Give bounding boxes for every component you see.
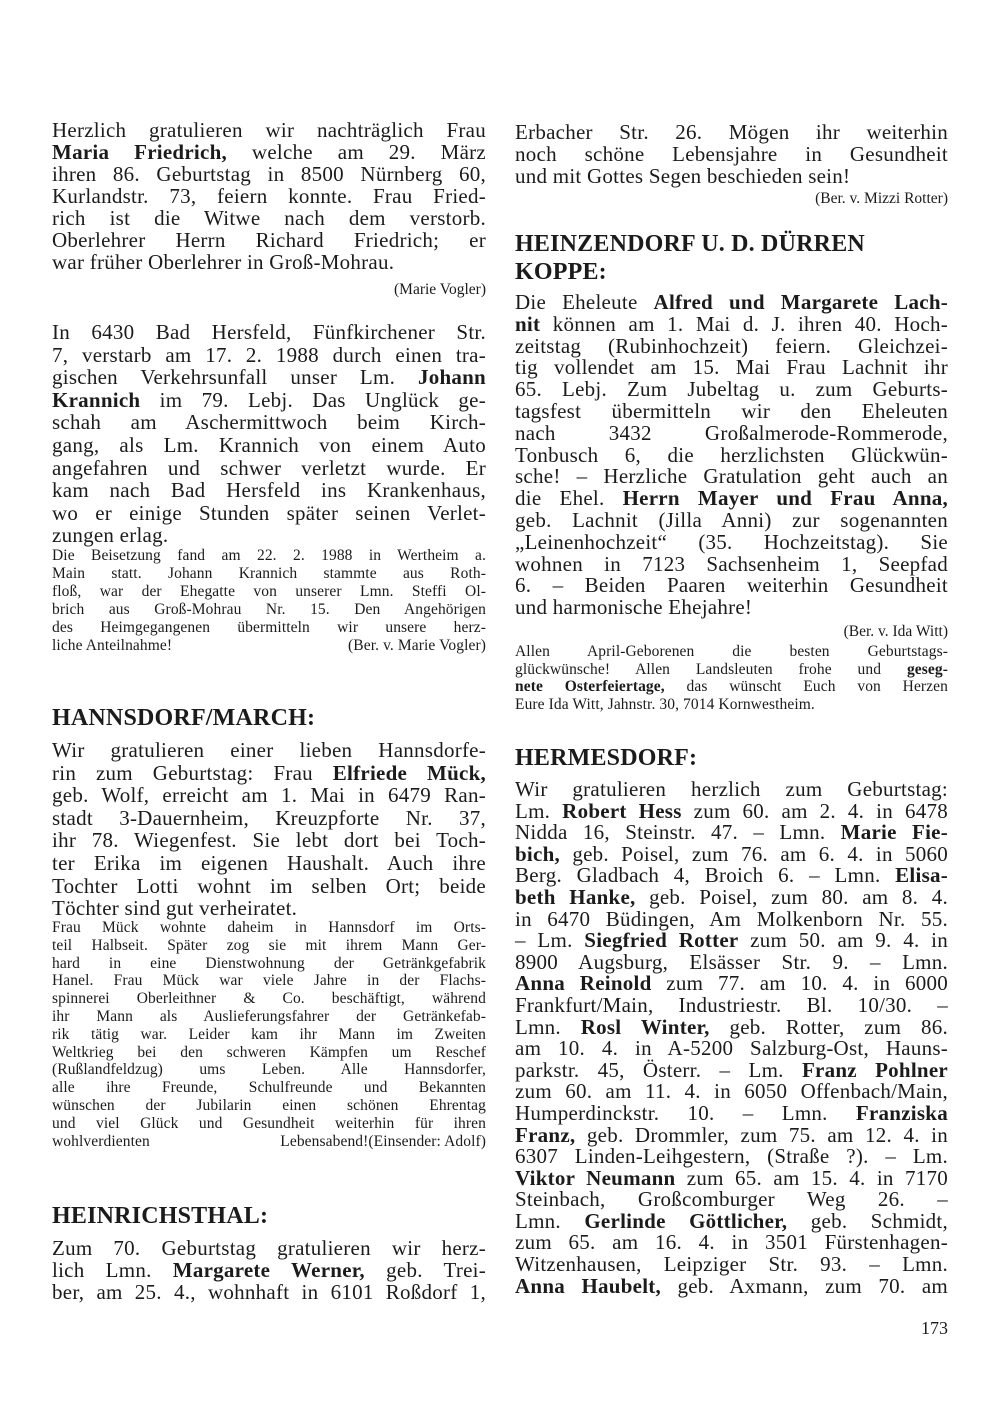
text-line xyxy=(52,389,486,412)
text-line xyxy=(52,502,486,525)
person-name: Marie Fie- xyxy=(840,820,948,845)
text-line xyxy=(515,1122,948,1147)
text-run: Töchter sind gut verheiratet. xyxy=(52,896,298,921)
text-line xyxy=(52,955,486,973)
text-line xyxy=(52,1079,486,1097)
text-run: Weltkrieg bei den schweren Kämpfen um Reschef xyxy=(52,1043,486,1061)
text-run: teil Halbseit. Später zog sie mit ihrem Mann Ger- xyxy=(52,936,486,954)
text-run: tig vollendet am 15. Mai Frau Lachnit ihr xyxy=(515,355,948,380)
person-name: Maria Friedrich, xyxy=(52,140,228,164)
left-section-heading xyxy=(52,1202,486,1230)
text-run: können am 1. Mai d. J. ihren 40. Hoch- xyxy=(540,311,948,336)
text-run: 6307 Linden-Leihgestern, (Straße ?). – Lm. xyxy=(515,1144,948,1169)
text-run: zum 50. am 9. 4. in xyxy=(738,928,948,953)
person-name: Elisa- xyxy=(895,863,948,888)
text-line xyxy=(52,1115,486,1133)
text-run: Oberlehrer Herrn Richard Friedrich; er xyxy=(52,228,486,252)
text-run: Berg. Gladbach 4, Broich 6. – Lmn. xyxy=(515,863,896,888)
text-line xyxy=(515,258,948,286)
person-name: Franz, xyxy=(515,1122,576,1147)
text-run: 7, verstarb am 17. 2. 1988 durch einen tra- xyxy=(52,342,486,367)
left-article-paragraph xyxy=(52,739,486,920)
text-line xyxy=(52,1044,486,1062)
text-run: war früher Oberlehrer in Groß-Mohrau. xyxy=(52,250,395,274)
text-line xyxy=(515,1038,948,1060)
left-article-paragraph xyxy=(52,321,486,547)
text-line xyxy=(515,1208,948,1233)
text-run: Frankfurt/Main, Industriestr. Bl. 10/30. – xyxy=(515,992,948,1017)
text-run: wohnen in 7123 Sachsenheim 1, Seepfad xyxy=(515,551,948,576)
text-line xyxy=(52,807,486,830)
text-line xyxy=(515,1189,948,1211)
text-run: Lmn. xyxy=(515,1208,585,1233)
text-run: wo er einige Stunden später seinen Verlet- xyxy=(52,500,486,525)
text-run: Steinbach, Großcomburger Weg 26. – xyxy=(515,1187,948,1212)
text-line xyxy=(52,829,486,852)
person-name: nete Osterfeiertage, xyxy=(515,678,665,696)
text-line xyxy=(515,488,948,510)
text-run: Eure Ida Witt, Jahnstr. 30, 7014 Kornwestheim. xyxy=(515,696,815,714)
text-line xyxy=(52,119,486,141)
text-line xyxy=(515,1232,948,1254)
text-line xyxy=(52,547,486,565)
text-run: und mit Gottes Segen beschieden sein! xyxy=(515,164,851,188)
text-line xyxy=(52,163,486,185)
text-run: Allen April-Geborenen die besten Geburtstags- xyxy=(515,643,948,660)
left-small-print-paragraph xyxy=(52,547,486,655)
text-line xyxy=(52,704,486,732)
text-line xyxy=(515,1273,948,1298)
text-run: geb. Poisel, zum 76. am 6. 4. in 5060 xyxy=(560,841,948,866)
person-name: Rosl Winter, xyxy=(580,1014,710,1039)
person-name: geseg- xyxy=(906,660,948,678)
text-line xyxy=(515,973,948,995)
text-line xyxy=(515,841,948,866)
text-run: Lmn. xyxy=(515,1014,581,1039)
text-run: HERMESDORF: xyxy=(515,745,698,771)
right-author-attribution xyxy=(515,623,948,641)
text-run: (Marie Vogler) xyxy=(394,281,486,298)
text-line xyxy=(515,949,948,974)
text-run: geb. Rotter, zum 86. xyxy=(709,1014,948,1039)
text-run: sche! – Herzliche Gratulation geht auch an xyxy=(515,464,948,489)
text-line xyxy=(52,1061,486,1079)
text-line xyxy=(52,434,486,457)
text-run: rin zum Geburtstag: Frau xyxy=(52,760,333,785)
person-name: Johann xyxy=(417,365,486,390)
text-line xyxy=(52,1133,486,1151)
text-run: ber, am 25. 4., wohnhaft in 6101 Roßdorf 1, xyxy=(52,1280,486,1304)
text-line xyxy=(52,1008,486,1026)
page-number: 173 xyxy=(921,1318,948,1338)
text-line xyxy=(52,739,486,762)
text-run: angefahren und schwer verletzt wurde. Er xyxy=(52,455,486,480)
text-line xyxy=(515,623,948,641)
text-run: schah am Aschermittwoch beim Kirch- xyxy=(52,410,486,435)
text-run: kam nach Bad Hersfeld ins Krankenhaus, xyxy=(52,478,486,503)
text-line xyxy=(52,229,486,251)
text-line xyxy=(515,230,948,258)
text-run: geb. Poisel, zum 80. am 8. 4. xyxy=(635,884,948,909)
person-name: Gerlinde Göttlicher, xyxy=(584,1208,788,1233)
text-run: (Ber. v. Ida Witt) xyxy=(843,623,948,640)
text-line xyxy=(52,897,486,920)
person-name: Herrn Mayer und Frau Anna, xyxy=(622,486,948,511)
text-line xyxy=(515,884,948,909)
text-run: alle ihre Freunde, Schulfreunde und Bekannten xyxy=(52,1079,486,1097)
text-line xyxy=(515,992,948,1017)
text-line xyxy=(52,479,486,502)
text-run: – Lm. xyxy=(515,928,585,953)
person-name: bich, xyxy=(515,841,561,866)
text-run: geb. Schmidt, xyxy=(787,1208,948,1233)
text-line xyxy=(515,311,948,336)
text-line xyxy=(52,281,486,299)
text-line xyxy=(515,1254,948,1276)
text-line xyxy=(515,379,948,401)
text-line xyxy=(52,1026,486,1044)
text-line xyxy=(52,1097,486,1115)
text-line xyxy=(515,1165,948,1190)
text-run: im 79. Lebj. Das Unglück ge- xyxy=(140,387,486,412)
text-run: Lm. xyxy=(515,798,563,823)
text-run: geb. Drommler, zum 75. am 12. 4. in xyxy=(575,1122,948,1147)
text-line xyxy=(515,744,948,772)
text-run: liche Anteilnahme! xyxy=(52,637,173,654)
right-article-paragraph xyxy=(515,292,948,619)
text-line xyxy=(515,575,948,597)
text-line xyxy=(52,919,486,937)
text-run: ihr Mann als Auslieferungsfahrer der Getränkefab- xyxy=(52,1007,486,1025)
text-line xyxy=(515,661,948,679)
text-run: wohlverdienten Lebensabend! xyxy=(52,1132,369,1150)
text-run: rik tätig war. Leider kam ihr Mann im Zweiten xyxy=(52,1025,486,1043)
left-section-heading xyxy=(52,704,486,732)
text-run: Main statt. Johann Krannich stammte aus Roth- xyxy=(52,565,486,582)
text-run: Frau Mück wohnte daheim in Hannsdorf im Orts- xyxy=(52,919,486,936)
text-run: zum 77. am 10. 4. in 6000 xyxy=(651,971,948,996)
text-line xyxy=(515,333,948,358)
text-run: glückwünsche! Allen Landsleuten frohe und xyxy=(515,660,907,678)
text-line xyxy=(52,852,486,875)
person-name: Siegfried Rotter xyxy=(584,928,739,953)
text-run: zum 60. am 11. 4. in 6050 Offenbach/Main, xyxy=(515,1079,948,1104)
text-line xyxy=(52,411,486,434)
text-line xyxy=(52,784,486,807)
text-run: Herzlich gratulieren wir nachträglich Frau xyxy=(52,118,486,142)
text-run: gang, als Lm. Krannich von einem Auto xyxy=(52,432,486,457)
text-run: des Heimgegangenen übermitteln wir unsere herz- xyxy=(52,619,486,636)
text-run: welche am 29. März xyxy=(227,140,486,164)
person-name: Franziska xyxy=(855,1100,948,1125)
text-run: zeitstag (Rubinhochzeit) feiern. Gleichzei- xyxy=(515,333,948,358)
text-run: floß, war der Ehegatte von unserer Lmn. Steffi Ol- xyxy=(52,583,486,600)
text-run: geb. Axmann, zum 70. am xyxy=(661,1273,948,1298)
person-name: Franz Pohlner xyxy=(801,1057,949,1082)
text-line xyxy=(52,1237,486,1259)
text-run: die Ehel. xyxy=(515,486,623,511)
text-line xyxy=(515,1057,949,1082)
text-run: 8900 Augsburg, Elsässer Str. 9. – Lmn. xyxy=(515,949,948,974)
text-run: lich Lmn. xyxy=(52,1258,173,1282)
text-run: parkstr. 45, Österr. – Lm. xyxy=(515,1057,802,1082)
person-name: beth Hanke, xyxy=(515,884,636,909)
text-run: KOPPE: xyxy=(515,259,607,285)
text-run: zum 65. am 16. 4. in 3501 Fürstenhagen- xyxy=(515,1230,948,1255)
text-line xyxy=(515,165,948,187)
author-attribution: (Ber. v. Marie Vogler) xyxy=(348,637,486,654)
text-run: Die Eheleute xyxy=(515,290,654,314)
person-name: Alfred und Margarete Lach- xyxy=(653,290,948,314)
text-run: Wir gratulieren einer lieben Hannsdorfe- xyxy=(52,738,486,762)
text-run: zum 65. am 15. 4. in 7170 xyxy=(675,1165,948,1190)
text-run: ihren 86. Geburtstag in 8500 Nürnberg 60, xyxy=(52,162,486,186)
text-line xyxy=(52,185,486,207)
text-run: zum 60. am 2. 4. in 6478 xyxy=(681,798,948,823)
text-run: (Rußlandfeldzug) ums Leben. Alle Hannsdorfer, xyxy=(52,1061,486,1079)
text-line xyxy=(515,292,948,314)
text-line xyxy=(515,1146,948,1168)
author-attribution: (Einsender: Adolf) xyxy=(368,1132,486,1150)
text-line xyxy=(52,875,486,898)
text-run: Humperdinckstr. 10. – Lmn. xyxy=(515,1100,856,1125)
text-run: Kurlandstr. 73, feiern konnte. Frau Fried- xyxy=(52,184,486,208)
text-line xyxy=(52,583,486,601)
text-line xyxy=(52,601,486,619)
text-line xyxy=(52,457,486,480)
text-line xyxy=(515,1081,948,1103)
text-line xyxy=(515,798,948,823)
text-run: zungen erlag. xyxy=(52,523,169,548)
text-line xyxy=(52,251,486,273)
left-article-paragraph xyxy=(52,1237,486,1303)
right-article-paragraph xyxy=(515,779,948,1297)
person-name: Anna Reinold xyxy=(515,971,652,996)
text-line xyxy=(515,190,948,208)
text-line xyxy=(515,906,948,931)
text-line xyxy=(52,972,486,990)
text-line xyxy=(515,865,948,887)
text-line xyxy=(515,529,948,554)
text-line xyxy=(52,637,486,655)
left-author-attribution xyxy=(52,281,486,299)
text-run: Die Beisetzung fand am 22. 2. 1988 in Wertheim a. xyxy=(52,547,486,564)
text-line xyxy=(515,143,948,165)
text-line xyxy=(515,678,948,696)
text-run: ter Erika im eigenen Haushalt. Auch ihre xyxy=(52,850,486,875)
text-run: Erbacher Str. 26. Mögen ihr weiterhin xyxy=(515,120,948,144)
text-run: in 6470 Büdingen, Am Molkenborn Nr. 55. xyxy=(515,906,948,931)
text-line xyxy=(515,1100,948,1125)
text-run: HEINZENDORF U. D. DÜRREN xyxy=(515,231,865,257)
text-run: ihr 78. Wiegenfest. Sie lebt dort bei Toch- xyxy=(52,828,486,853)
text-run: HANNSDORF/MARCH: xyxy=(52,705,316,731)
text-line xyxy=(52,565,486,583)
text-run: Tonbusch 6, die herzlichsten Glückwün- xyxy=(515,442,948,467)
text-run: am 10. 4. in A-5200 Salzburg-Ost, Hauns- xyxy=(515,1036,948,1061)
text-run: geb. Wolf, erreicht am 1. Mai in 6479 Ran- xyxy=(52,783,486,808)
text-line xyxy=(515,779,948,801)
text-line xyxy=(515,1014,948,1039)
text-run: brich aus Groß-Mohrau Nr. 15. Den Angehörigen xyxy=(52,601,486,618)
text-line xyxy=(515,357,948,379)
text-line xyxy=(515,597,948,619)
person-name: Krannich xyxy=(52,387,141,412)
text-line xyxy=(515,643,948,661)
text-run: geb. Trei- xyxy=(364,1258,486,1282)
text-run: 6. – Beiden Paaren weiterhin Gesundheit xyxy=(515,573,948,598)
text-run: geb. Lachnit (Jilla Anni) zur sogenannten xyxy=(515,507,948,532)
text-line xyxy=(52,321,486,344)
person-name: Elfriede Mück, xyxy=(332,760,487,785)
right-section-heading xyxy=(515,744,948,772)
text-run: das wünscht Euch von Herzen xyxy=(664,678,948,696)
text-line xyxy=(52,1259,486,1281)
text-run: nach 3432 Großalmerode-Rommerode, xyxy=(515,420,948,445)
text-run: rich ist die Witwe nach dem verstorb. xyxy=(52,206,486,230)
text-line xyxy=(52,762,486,785)
text-run: gischen Verkehrsunfall unser Lm. xyxy=(52,365,418,390)
right-article-paragraph xyxy=(515,121,948,187)
text-run: noch schöne Lebensjahre in Gesundheit xyxy=(515,142,948,166)
text-run: 65. Lebj. Zum Jubeltag u. zum Geburts- xyxy=(515,377,948,402)
text-run: wünschen der Jubilarin einen schönen Ehrentag xyxy=(52,1096,486,1114)
person-name: Viktor Neumann xyxy=(515,1165,676,1190)
text-line xyxy=(52,141,486,163)
text-line xyxy=(515,822,948,844)
text-line xyxy=(515,420,948,445)
text-run: stadt 3-Dauernheim, Kreuzpforte Nr. 37, xyxy=(52,805,486,830)
text-run: tagsfest übermitteln wir den Eheleuten xyxy=(515,398,948,423)
text-run: Hanel. Frau Mück war viele Jahre in der Flachs- xyxy=(52,972,486,990)
person-name: Robert Hess xyxy=(562,798,682,823)
text-run: und viel Glück und Gesundheit weiterhin für ihren xyxy=(52,1114,486,1132)
text-run: „Leinenhochzeit“ (35. Hochzeitstag). Sie xyxy=(515,529,948,554)
text-run: Tochter Lotti wohnt im selben Ort; beide xyxy=(52,873,486,898)
right-author-attribution xyxy=(515,190,948,208)
text-line xyxy=(515,398,948,423)
text-run: Nidda 16, Steinstr. 47. – Lmn. xyxy=(515,820,841,845)
text-line xyxy=(52,990,486,1008)
left-article-paragraph xyxy=(52,119,486,273)
person-name: Anna Haubelt, xyxy=(515,1273,662,1298)
text-run: HEINRICHSTHAL: xyxy=(52,1203,269,1229)
left-small-print-paragraph xyxy=(52,919,486,1150)
text-line xyxy=(515,442,948,467)
text-line xyxy=(52,937,486,955)
text-line xyxy=(515,551,948,576)
right-section-heading xyxy=(515,230,948,286)
text-line xyxy=(52,344,486,367)
text-run: Wir gratulieren herzlich zum Geburtstag: xyxy=(515,777,948,801)
text-run: Witzenhausen, Leipziger Str. 93. – Lmn. xyxy=(515,1252,948,1277)
right-small-print-paragraph xyxy=(515,643,948,714)
text-line xyxy=(515,466,948,488)
text-run: Zum 70. Geburtstag gratulieren wir herz- xyxy=(52,1236,486,1260)
text-line xyxy=(52,524,486,547)
person-name: Margarete Werner, xyxy=(172,1258,365,1282)
text-line xyxy=(52,619,486,637)
text-line xyxy=(52,207,486,229)
text-line xyxy=(515,121,948,143)
person-name: nit xyxy=(515,311,541,336)
text-run: (Ber. v. Mizzi Rotter) xyxy=(815,190,948,207)
text-run: In 6430 Bad Hersfeld, Fünfkirchener Str. xyxy=(52,320,486,344)
text-run: spinnerei Oberleithner & Co. beschäftigt, während xyxy=(52,990,486,1008)
text-line xyxy=(52,366,486,389)
text-line xyxy=(515,507,948,532)
text-line xyxy=(52,1202,486,1230)
text-line xyxy=(515,696,948,714)
text-line xyxy=(515,930,948,952)
text-run: hard in eine Dienstwohnung der Getränkgefabrik xyxy=(52,954,486,972)
text-run: und harmonische Ehejahre! xyxy=(515,595,753,620)
text-line xyxy=(52,1281,486,1303)
